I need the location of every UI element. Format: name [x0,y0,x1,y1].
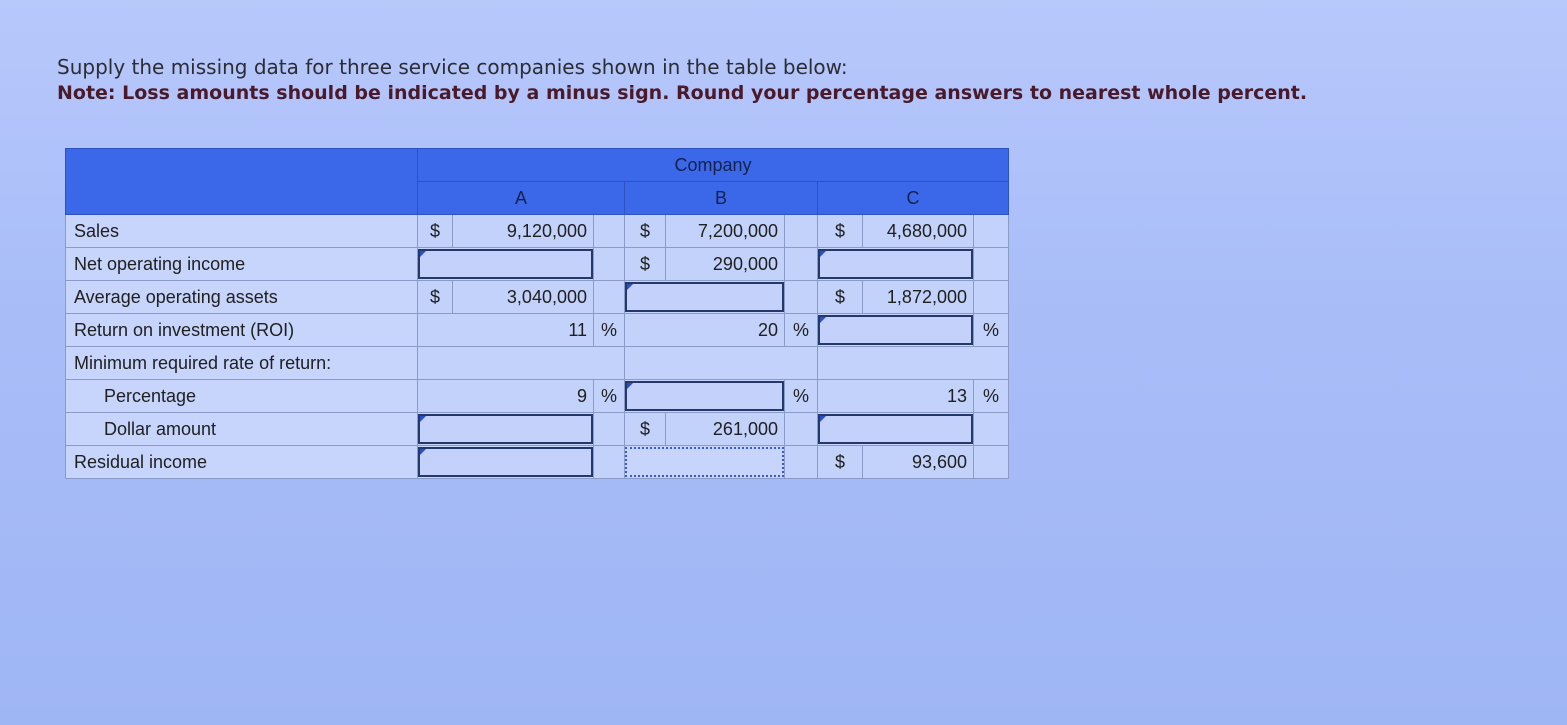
dollar-amount-c-input[interactable] [818,414,973,444]
assets-c-value: 1,872,000 [863,281,974,314]
row-label-residual-income: Residual income [66,446,418,479]
empty-cell [594,248,625,281]
roi-a-value: 11 [418,314,594,347]
dollar-sign: $ [625,248,666,281]
percent-sign: % [974,314,1009,347]
empty-cell [785,413,818,446]
empty-cell [594,413,625,446]
roi-b-value: 20 [625,314,785,347]
percentage-b-cell [625,380,785,413]
empty-cell [974,248,1009,281]
residual-c-value: 93,600 [863,446,974,479]
residual-a-input[interactable] [418,447,593,477]
percentage-c-value: 13 [818,380,974,413]
dollar-sign: $ [818,281,863,314]
table-row [66,215,1009,248]
data-table-container [65,148,1009,479]
row-label-average-operating-assets: Average operating assets [66,281,418,314]
residual-b-input[interactable] [625,447,784,477]
assets-b-cell [625,281,785,314]
percentage-b-input[interactable] [625,381,784,411]
table-row [66,413,1009,446]
table-row [66,281,1009,314]
empty-cell [785,281,818,314]
dollar-sign: $ [418,281,453,314]
dollar-sign: $ [625,413,666,446]
noi-c-cell [818,248,974,281]
instructions [57,54,1457,106]
dollar-sign: $ [818,215,863,248]
column-c-header: C [818,182,1009,215]
empty-cell [974,413,1009,446]
sales-c-value: 4,680,000 [863,215,974,248]
dollar-amount-b-value: 261,000 [666,413,785,446]
empty-cell [594,281,625,314]
dollar-sign: $ [818,446,863,479]
percent-sign: % [974,380,1009,413]
dollar-amount-c-cell [818,413,974,446]
dollar-amount-a-cell [418,413,594,446]
dollar-sign: $ [418,215,453,248]
empty-cell [785,446,818,479]
empty-cell [625,347,818,380]
table-row [66,314,1009,347]
empty-cell [785,215,818,248]
table-row [66,248,1009,281]
table-row [66,446,1009,479]
noi-a-cell [418,248,594,281]
row-label-roi: Return on investment (ROI) [66,314,418,347]
residual-b-cell [625,446,785,479]
company-header: Company [418,149,1009,182]
percent-sign: % [785,380,818,413]
residual-a-cell [418,446,594,479]
empty-cell [974,215,1009,248]
roi-c-cell [818,314,974,347]
roi-c-input[interactable] [818,315,973,345]
table-row [66,380,1009,413]
row-label-percentage: Percentage [66,380,418,413]
percentage-a-value: 9 [418,380,594,413]
note-text: Note: Loss amounts should be indicated by a minus sign. Round your percentage answers to nearest whole percent. [57,82,1308,104]
dollar-amount-a-input[interactable] [418,414,593,444]
percent-sign: % [594,380,625,413]
sales-b-value: 7,200,000 [666,215,785,248]
noi-c-input[interactable] [818,249,973,279]
noi-a-input[interactable] [418,249,593,279]
instruction-text: Supply the missing data for three service companies shown in the table below: [57,55,848,79]
assets-b-input[interactable] [625,282,784,312]
empty-cell [594,215,625,248]
assets-a-value: 3,040,000 [453,281,594,314]
column-b-header: B [625,182,818,215]
empty-cell [974,281,1009,314]
noi-b-value: 290,000 [666,248,785,281]
company-data-table [65,148,1009,479]
table-row [66,347,1009,380]
sales-a-value: 9,120,000 [453,215,594,248]
percent-sign: % [594,314,625,347]
row-label-minimum-required-rate: Minimum required rate of return: [66,347,418,380]
percent-sign: % [785,314,818,347]
table-corner-header [66,149,418,215]
row-label-sales: Sales [66,215,418,248]
empty-cell [594,446,625,479]
empty-cell [785,248,818,281]
empty-cell [974,446,1009,479]
row-label-dollar-amount: Dollar amount [66,413,418,446]
column-a-header: A [418,182,625,215]
row-label-net-operating-income: Net operating income [66,248,418,281]
dollar-sign: $ [625,215,666,248]
empty-cell [418,347,625,380]
empty-cell [818,347,1009,380]
